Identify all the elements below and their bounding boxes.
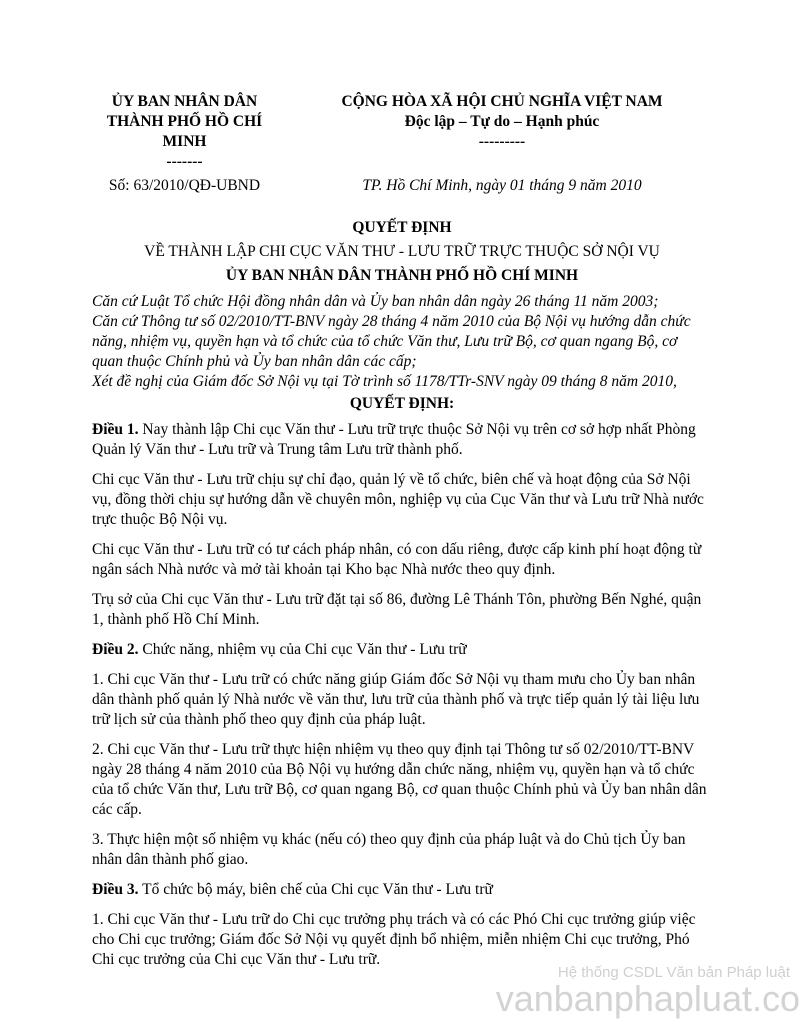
national-motto: Độc lập – Tự do – Hạnh phúc xyxy=(404,113,600,130)
paragraph: Trụ sở của Chi cục Văn thư - Lưu trữ đặt tại số 86, đường Lê Thánh Tôn, phường Bến Nghé, quận 1, thành phố Hồ Chí Minh. xyxy=(92,591,702,628)
document-type-title: QUYẾT ĐỊNH xyxy=(352,219,452,236)
document-page xyxy=(92,92,712,980)
decision-heading: QUYẾT ĐỊNH: xyxy=(349,395,455,412)
paragraph: Chi cục Văn thư - Lưu trữ có tư cách pháp nhân, có con dấu riêng, được cấp kinh phí hoạt động từ ngân sách Nhà nước và mở tài khoản tại Kho bạc Nhà nước theo quy định. xyxy=(92,541,702,578)
watermark-caption: Hệ thống CSDL Văn bản Pháp luật xyxy=(557,964,790,981)
legal-basis-line: Xét đề nghị của Giám đốc Sở Nội vụ tại Tờ trình số 1178/TTr-SNV ngày 09 tháng 8 năm 2010, xyxy=(92,373,677,390)
issuing-body: ỦY BAN NHÂN DÂN THÀNH PHỐ HỒ CHÍ MINH xyxy=(225,267,579,284)
document-header xyxy=(92,92,712,172)
national-motto-separator: --------- xyxy=(478,133,526,150)
watermark-site: vanbanphapluat.co xyxy=(495,978,800,1019)
issuing-authority-line-3: MINH xyxy=(162,133,207,150)
issuing-authority xyxy=(92,92,277,172)
legal-basis xyxy=(92,292,712,392)
legal-basis-line: Căn cứ Thông tư số 02/2010/TT-BNV ngày 28 tháng 4 năm 2010 của Bộ Nội vụ hướng dẫn chức năng, nhiệm vụ, quyền hạn và tổ chức của tổ chức Văn thư, Lưu trữ Bộ, cơ quan ngang Bộ, cơ quan thuộc Chính phủ và Ủy ban nhân dân các cấp; xyxy=(92,313,691,370)
place-and-date: TP. Hồ Chí Minh, ngày 01 tháng 9 năm 2010 xyxy=(362,177,642,194)
issuing-authority-line-2: THÀNH PHỐ HỒ CHÍ xyxy=(106,113,263,130)
document-subject: VỀ THÀNH LẬP CHI CỤC VĂN THƯ - LƯU TRỮ TRỰC THUỘC SỞ NỘI VỤ xyxy=(144,243,660,260)
article-2 xyxy=(92,640,712,660)
article-2-label: Điều 2. xyxy=(92,641,139,658)
document-meta xyxy=(92,176,712,196)
article-3 xyxy=(92,880,712,900)
article-2-text: Chức năng, nhiệm vụ của Chi cục Văn thư - Lưu trữ xyxy=(138,641,467,658)
article-3-text: Tổ chức bộ máy, biên chế của Chi cục Văn thư - Lưu trữ xyxy=(138,881,493,898)
article-1-label: Điều 1. xyxy=(92,421,139,438)
legal-basis-line: Căn cứ Luật Tổ chức Hội đồng nhân dân và Ủy ban nhân dân ngày 26 tháng 11 năm 2003; xyxy=(92,293,659,310)
article-1 xyxy=(92,420,712,460)
issuing-authority-separator: ------- xyxy=(166,153,203,170)
decision-body xyxy=(92,420,712,970)
national-heading xyxy=(292,92,712,172)
article-1-text: Nay thành lập Chi cục Văn thư - Lưu trữ trực thuộc Sở Nội vụ trên cơ sở hợp nhất Phòng Quản lý Văn thư - Lưu trữ và Trung tâm Lưu trữ thành phố. xyxy=(92,421,696,458)
paragraph: 3. Thực hiện một số nhiệm vụ khác (nếu có) theo quy định của pháp luật và do Chủ tịch Ủy ban nhân dân thành phố giao. xyxy=(92,831,686,868)
paragraph: 1. Chi cục Văn thư - Lưu trữ có chức năng giúp Giám đốc Sở Nội vụ tham mưu cho Ủy ban nhân dân thành phố quản lý Nhà nước về văn thư, lưu trữ của thành phố và trực tiếp quản lý tài liệu lưu trữ lịch sử của thành phố theo quy định của pháp luật. xyxy=(92,671,700,728)
paragraph: 2. Chi cục Văn thư - Lưu trữ thực hiện nhiệm vụ theo quy định tại Thông tư số 02/2010/TT-BNV ngày 28 tháng 4 năm 2010 của Bộ Nội vụ hướng dẫn chức năng, nhiệm vụ, quyền hạn và tổ chức của tổ chức Văn thư, Lưu trữ Bộ, cơ quan ngang Bộ, cơ quan thuộc Chính phủ và Ủy ban nhân dân các cấp. xyxy=(92,741,707,818)
nation-name: CỘNG HÒA XÃ HỘI CHỦ NGHĨA VIỆT NAM xyxy=(341,93,663,110)
paragraph: Chi cục Văn thư - Lưu trữ chịu sự chỉ đạo, quản lý về tổ chức, biên chế và hoạt động của Sở Nội vụ, đồng thời chịu sự hướng dẫn về chuyên môn, nghiệp vụ của Cục Văn thư và Lưu trữ Nhà nước trực thuộc Bộ Nội vụ. xyxy=(92,471,704,528)
document-number: Số: 63/2010/QĐ-UBND xyxy=(108,177,261,194)
article-3-label: Điều 3. xyxy=(92,881,139,898)
issuing-authority-line-1: ỦY BAN NHÂN DÂN xyxy=(111,93,258,110)
paragraph: 1. Chi cục Văn thư - Lưu trữ do Chi cục trưởng phụ trách và có các Phó Chi cục trưởng giúp việc cho Chi cục trưởng; Giám đốc Sở Nội vụ quyết định bổ nhiệm, miễn nhiệm Chi cục trưởng, Phó Chi cục trưởng của Chi cục Văn thư - Lưu trữ. xyxy=(92,911,696,968)
